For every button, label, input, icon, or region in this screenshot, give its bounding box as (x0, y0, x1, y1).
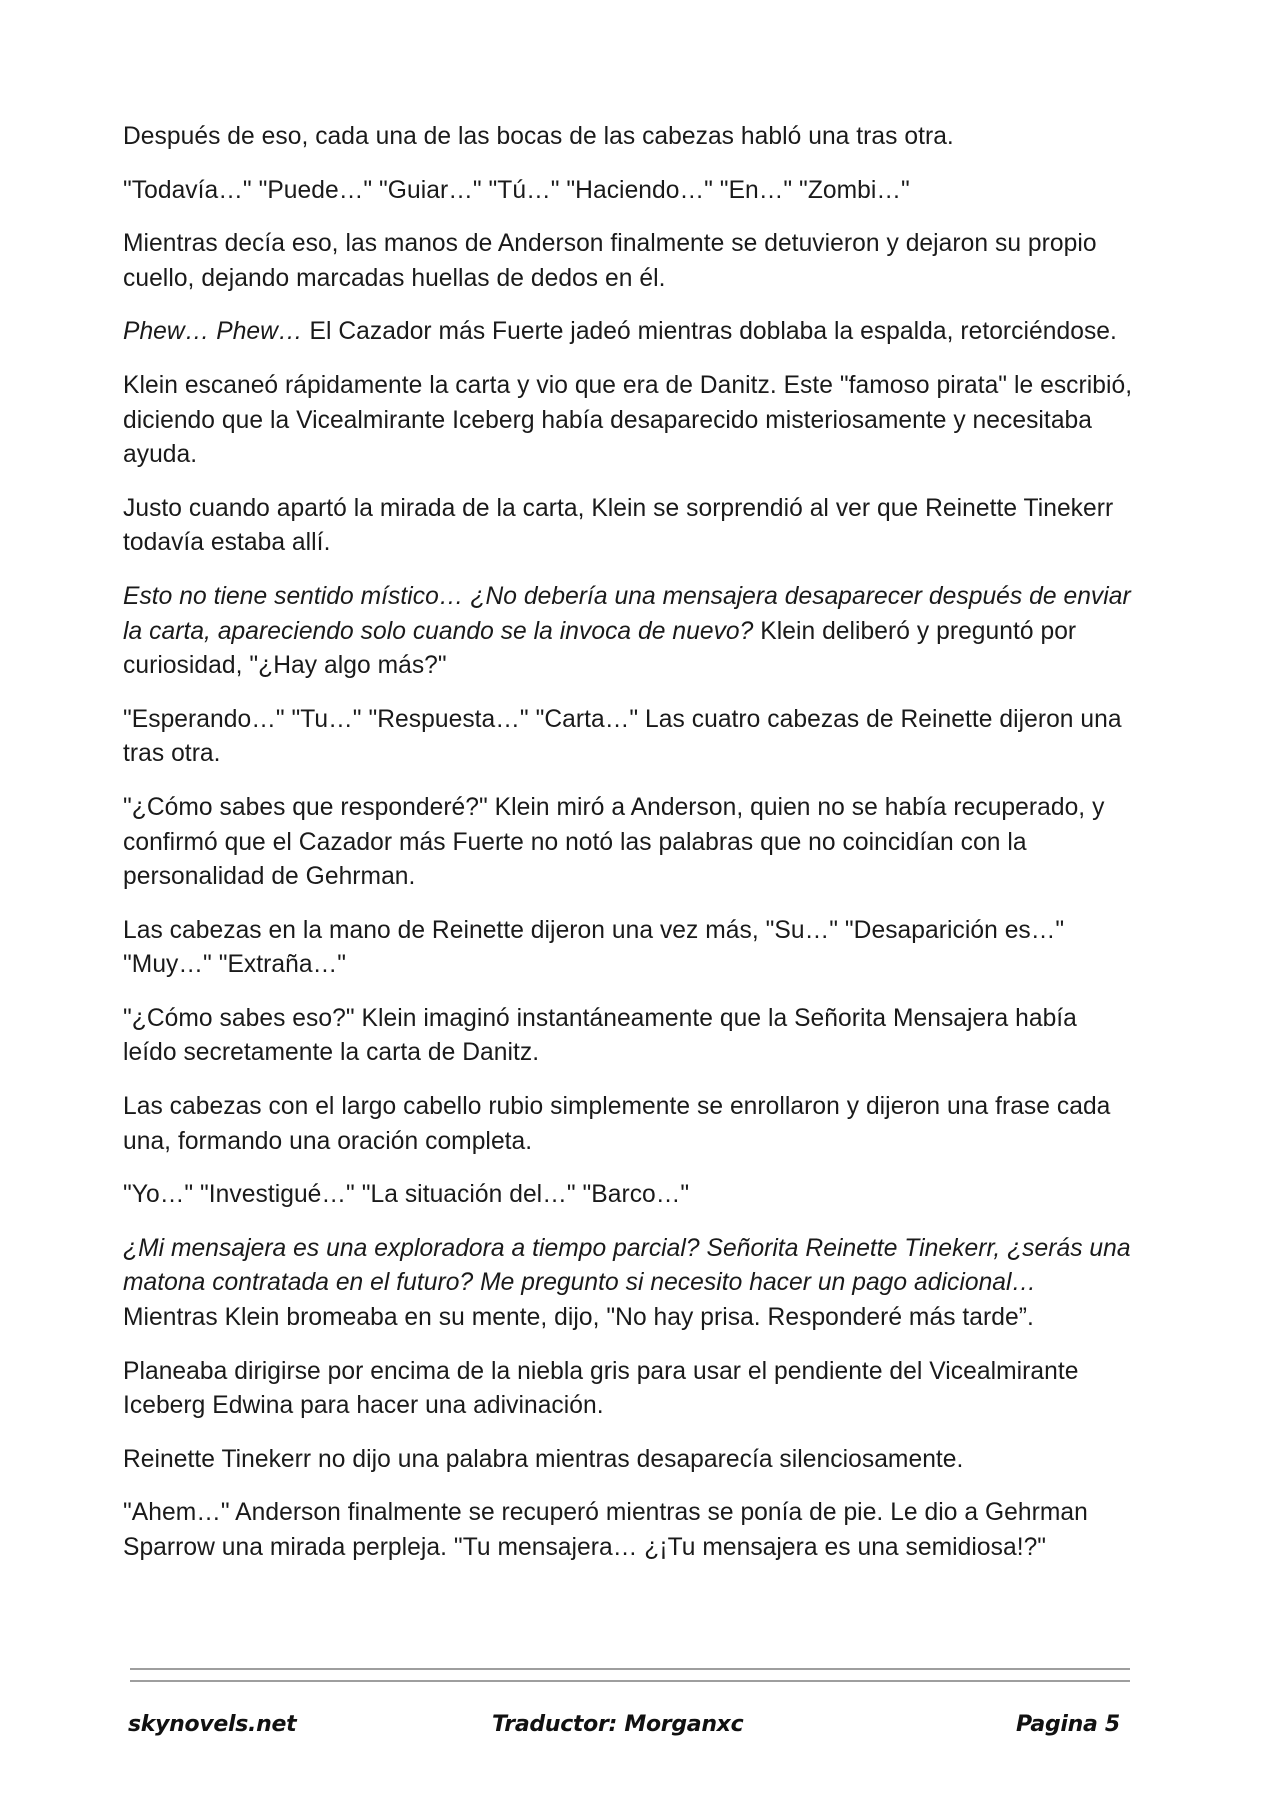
text-segment: El Cazador más Fuerte jadeó mientras doblaba la espalda, retorciéndose. (302, 318, 1117, 346)
paragraph (123, 703, 1133, 772)
text-segment: Mientras decía eso, las manos de Anderson finalmente se detuvieron y dejaron su propio cuello, dejando marcadas huellas de dedos en él. (123, 230, 1097, 292)
paragraph (123, 1002, 1133, 1071)
footer-translator: Traductor: Morganxc (492, 1712, 744, 1737)
italic-text-segment: Esto no tiene sentido místico… ¿No debería una mensajera desaparecer después de enviar la carta, apareciendo solo cuando se la invoca de nuevo? (123, 582, 1131, 645)
text-segment: "Esperando…" "Tu…" "Respuesta…" "Carta…" Las cuatro cabezas de Reinette dijeron una tras otra. (123, 705, 1122, 768)
text-segment: Las cabezas en la mano de Reinette dijeron una vez más, "Su…" "Desaparición es…" "Muy…" "Extraña…" (123, 916, 1065, 979)
paragraph (123, 914, 1133, 983)
paragraph (123, 174, 1133, 209)
paragraph (123, 1232, 1133, 1336)
text-segment: Klein deliberó y preguntó por curiosidad, "¿Hay algo más?" (123, 617, 1077, 680)
text-segment: Las cabezas con el largo cabello rubio simplemente se enrollaron y dijeron una frase cada una, formando una oración completa. (123, 1093, 1111, 1155)
paragraph (123, 227, 1133, 296)
text-segment: Mientras Klein bromeaba en su mente, dijo, "No hay prisa. Responderé más tarde”. (123, 1304, 1034, 1332)
text-segment: Después de eso, cada una de las bocas de las cabezas habló una tras otra. (123, 123, 954, 150)
italic-text-segment: ¿Mi mensajera es una exploradora a tiempo parcial? Señorita Reinette Tinekerr, ¿serás una matona contratada en el futuro? Me pregunto si necesito hacer un pago adicional… (123, 1234, 1131, 1297)
paragraph (123, 1496, 1133, 1565)
text-segment: Planeaba dirigirse por encima de la niebla gris para usar el pendiente del Vicealmirante Iceberg Edwina para hacer una adivinación. (123, 1357, 1079, 1420)
italic-text-segment: Phew… Phew… (123, 318, 303, 346)
paragraph (123, 1355, 1133, 1424)
paragraph (123, 492, 1133, 561)
text-segment: "¿Cómo sabes eso?" Klein imaginó instantáneamente que la Señorita Mensajera había leído secretamente la carta de Danitz. (123, 1004, 1077, 1067)
text-segment: "¿Cómo sabes que responderé?" Klein miró a Anderson, quien no se había recuperado, y confirmó que el Cazador más Fuerte no notó las palabras que no coincidían con la personalidad de Gehrman. (123, 793, 1105, 891)
paragraph (123, 315, 1133, 350)
text-segment: Reinette Tinekerr no dijo una palabra mientras desaparecía silenciosamente. (123, 1445, 964, 1473)
text-segment: Justo cuando apartó la mirada de la carta, Klein se sorprendió al ver que Reinette Tinekerr todavía estaba allí. (123, 494, 1114, 557)
paragraph (123, 580, 1133, 684)
paragraph (123, 791, 1133, 895)
text-segment: Klein escaneó rápidamente la carta y vio que era de Danitz. Este "famoso pirata" le escribió, diciendo que la Vicealmirante Iceberg había desaparecido misteriosamente y necesitaba ayuda. (123, 371, 1133, 469)
text-segment: "Yo…" "Investigué…" "La situación del…" "Barco…" (123, 1181, 690, 1209)
paragraph (123, 1178, 1133, 1213)
footer-site-name: skynovels.net (128, 1712, 297, 1737)
footer-divider-bottom (130, 1680, 1130, 1682)
footer-divider-top (130, 1668, 1130, 1670)
footer-page-number: Pagina 5 (1016, 1712, 1120, 1737)
document-body (123, 120, 1133, 1585)
text-segment: "Ahem…" Anderson finalmente se recuperó mientras se ponía de pie. Le dio a Gehrman Sparrow una mirada perpleja. "Tu mensajera… ¿¡Tu mensajera es una semidiosa!?" (123, 1499, 1088, 1561)
paragraph (123, 369, 1133, 473)
paragraph (123, 1090, 1133, 1159)
text-segment: "Todavía…" "Puede…" "Guiar…" "Tú…" "Haciendo…" "En…" "Zombi…" (123, 176, 910, 204)
paragraph (123, 120, 1133, 155)
paragraph (123, 1443, 1133, 1478)
